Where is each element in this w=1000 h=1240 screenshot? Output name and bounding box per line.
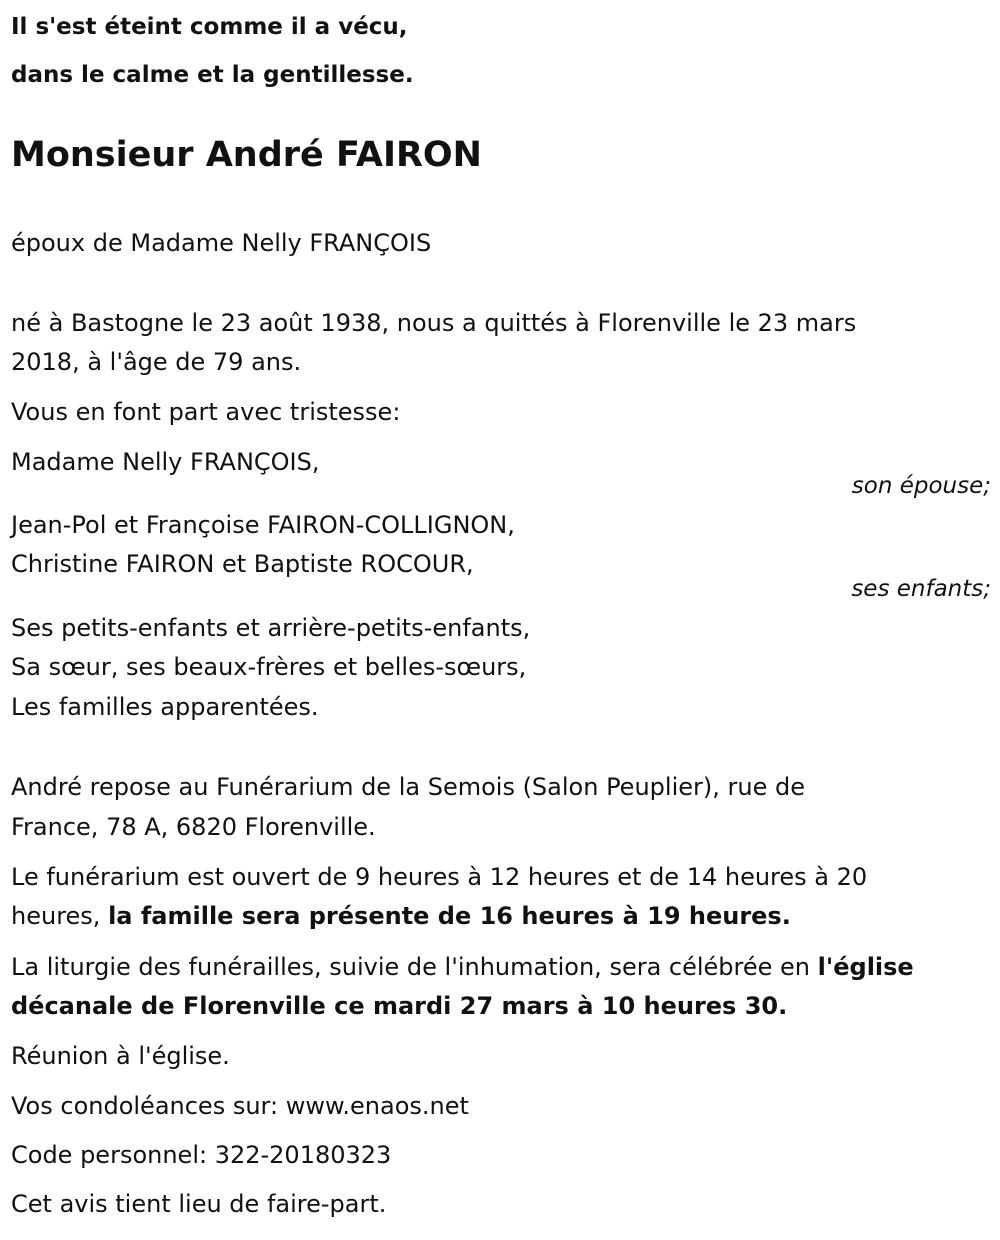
closing-line: Cet avis tient lieu de faire-part. [11,1190,387,1218]
announcement-intro: Vous en font part avec tristesse: [11,398,401,426]
personal-code-line: Code personnel: 322-20180323 [11,1141,392,1169]
repose-line-1: André repose au Funérarium de la Semois (Salon Peuplier), rue de [11,773,805,801]
condolences-line: Vos condoléances sur: www.enaos.net [11,1092,469,1120]
family-presence-hours: la famille sera présente de 16 heures à 19 heures. [108,902,791,930]
family-children-role: ses enfants; [851,576,991,602]
family-spouse-role: son épouse; [851,473,991,499]
birth-death-line-2: 2018, à l'âge de 79 ans. [11,348,302,376]
family-spouse-name: Madame Nelly FRANÇOIS, [11,448,320,476]
liturgy-place-start: l'église [817,953,914,981]
family-child-1: Jean-Pol et Françoise FAIRON-COLLIGNON, [11,511,515,539]
liturgy-line-2: décanale de Florenville ce mardi 27 mars à 10 heures 30. [11,992,788,1020]
spouse-line: époux de Madame Nelly FRANÇOIS [11,229,432,257]
epigraph-line-1: Il s'est éteint comme il a vécu, [11,14,408,40]
hours-line-2 [11,901,791,931]
meeting-line: Réunion à l'église. [11,1042,230,1070]
liturgy-line-1-normal: La liturgie des funérailles, suivie de l'inhumation, sera célébrée en [11,953,818,981]
family-child-2: Christine FAIRON et Baptiste ROCOUR, [11,550,474,578]
family-grandchildren: Ses petits-enfants et arrière-petits-enfants, [11,614,531,642]
repose-line-2: France, 78 A, 6820 Florenville. [11,813,376,841]
liturgy-line-1 [11,952,914,982]
family-relatives: Les familles apparentées. [11,693,319,721]
hours-line-1: Le funérarium est ouvert de 9 heures à 12 heures et de 14 heures à 20 [11,863,868,891]
deceased-name: Monsieur André FAIRON [11,135,482,175]
birth-death-line-1: né à Bastogne le 23 août 1938, nous a quittés à Florenville le 23 mars [11,309,857,337]
family-siblings: Sa sœur, ses beaux-frères et belles-sœurs, [11,653,527,681]
epigraph-line-2: dans le calme et la gentillesse. [11,62,414,88]
hours-line-2-normal: heures, [11,902,109,930]
